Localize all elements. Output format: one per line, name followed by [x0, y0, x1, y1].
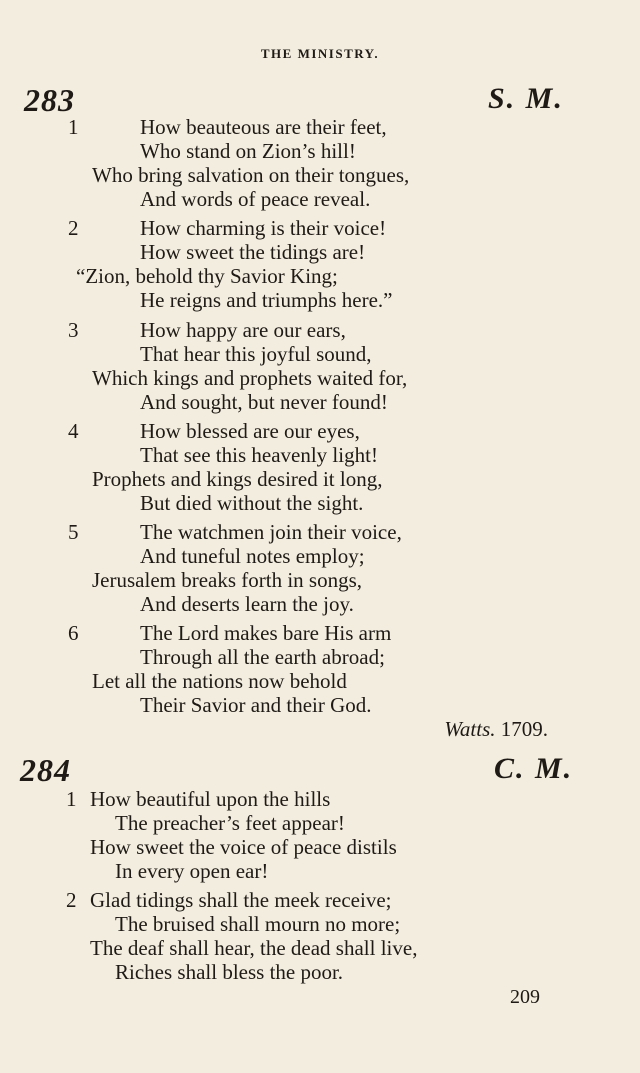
hymn-number: 284	[20, 752, 71, 788]
verse-number: 2	[68, 216, 79, 240]
verse-line: How beautiful upon the hills	[90, 787, 331, 811]
verse-line: Who bring salvation on their tongues,	[92, 163, 410, 187]
verse-line: The preacher’s feet appear!	[115, 811, 345, 835]
verse-line: The deaf shall hear, the dead shall live,	[90, 936, 418, 960]
verse-line: The bruised shall mourn no more;	[115, 912, 401, 936]
verse-line: Let all the nations now behold	[92, 669, 347, 693]
verse-line: And sought, but never found!	[140, 390, 388, 414]
verse-line: That see this heavenly light!	[140, 443, 378, 467]
verse-line: Prophets and kings desired it long,	[92, 467, 383, 491]
hymn-header	[0, 752, 640, 792]
verse-number: 3	[68, 318, 79, 342]
verse-line: That hear this joyful sound,	[140, 342, 372, 366]
verse-number: 5	[68, 520, 79, 544]
verse-line: Jerusalem breaks forth in songs,	[92, 568, 363, 592]
verse-line: “Zion, behold thy Savior King;	[76, 264, 338, 288]
verse-line: In every open ear!	[115, 859, 269, 883]
page-number: 209	[510, 986, 540, 1008]
verse-number: 1	[68, 115, 79, 139]
verse-number: 6	[68, 621, 79, 645]
verse-line: Through all the earth abroad;	[140, 645, 385, 669]
verse-line: Riches shall bless the poor.	[115, 960, 344, 984]
hymn-year: 1709.	[500, 717, 548, 741]
hymn-author: Watts.	[444, 717, 496, 741]
verse-number: 2	[66, 888, 77, 912]
verse-number: 4	[68, 419, 79, 443]
hymn-meter: S. M.	[488, 82, 564, 115]
verse-line: But died without the sight.	[140, 491, 364, 515]
verse-line: How sweet the tidings are!	[140, 240, 366, 264]
verse-line: Glad tidings shall the meek receive;	[90, 888, 392, 912]
attribution	[444, 717, 548, 741]
verse-line: How happy are our ears,	[140, 318, 346, 342]
verse-line: And deserts learn the joy.	[140, 592, 354, 616]
verse-line: And words of peace reveal.	[140, 187, 371, 211]
verse-line: Which kings and prophets waited for,	[92, 366, 408, 390]
hymn-meter: C. M.	[494, 752, 574, 785]
verse-line: He reigns and triumphs here.”	[140, 288, 393, 312]
verse-line: How charming is their voice!	[140, 216, 387, 240]
verse-line: The Lord makes bare His arm	[140, 621, 392, 645]
verse-line: How sweet the voice of peace distils	[90, 835, 397, 859]
hymn-number: 283	[24, 82, 75, 118]
verse-line: How blessed are our eyes,	[140, 419, 360, 443]
running-head: THE MINISTRY.	[260, 46, 380, 61]
verse-line: And tuneful notes employ;	[140, 544, 365, 568]
verse-number: 1	[66, 787, 77, 811]
verse-line: Who stand on Zion’s hill!	[140, 139, 356, 163]
verse-line: The watchmen join their voice,	[140, 520, 402, 544]
verse-line: How beauteous are their feet,	[140, 115, 387, 139]
verse-line: Their Savior and their God.	[140, 693, 372, 717]
